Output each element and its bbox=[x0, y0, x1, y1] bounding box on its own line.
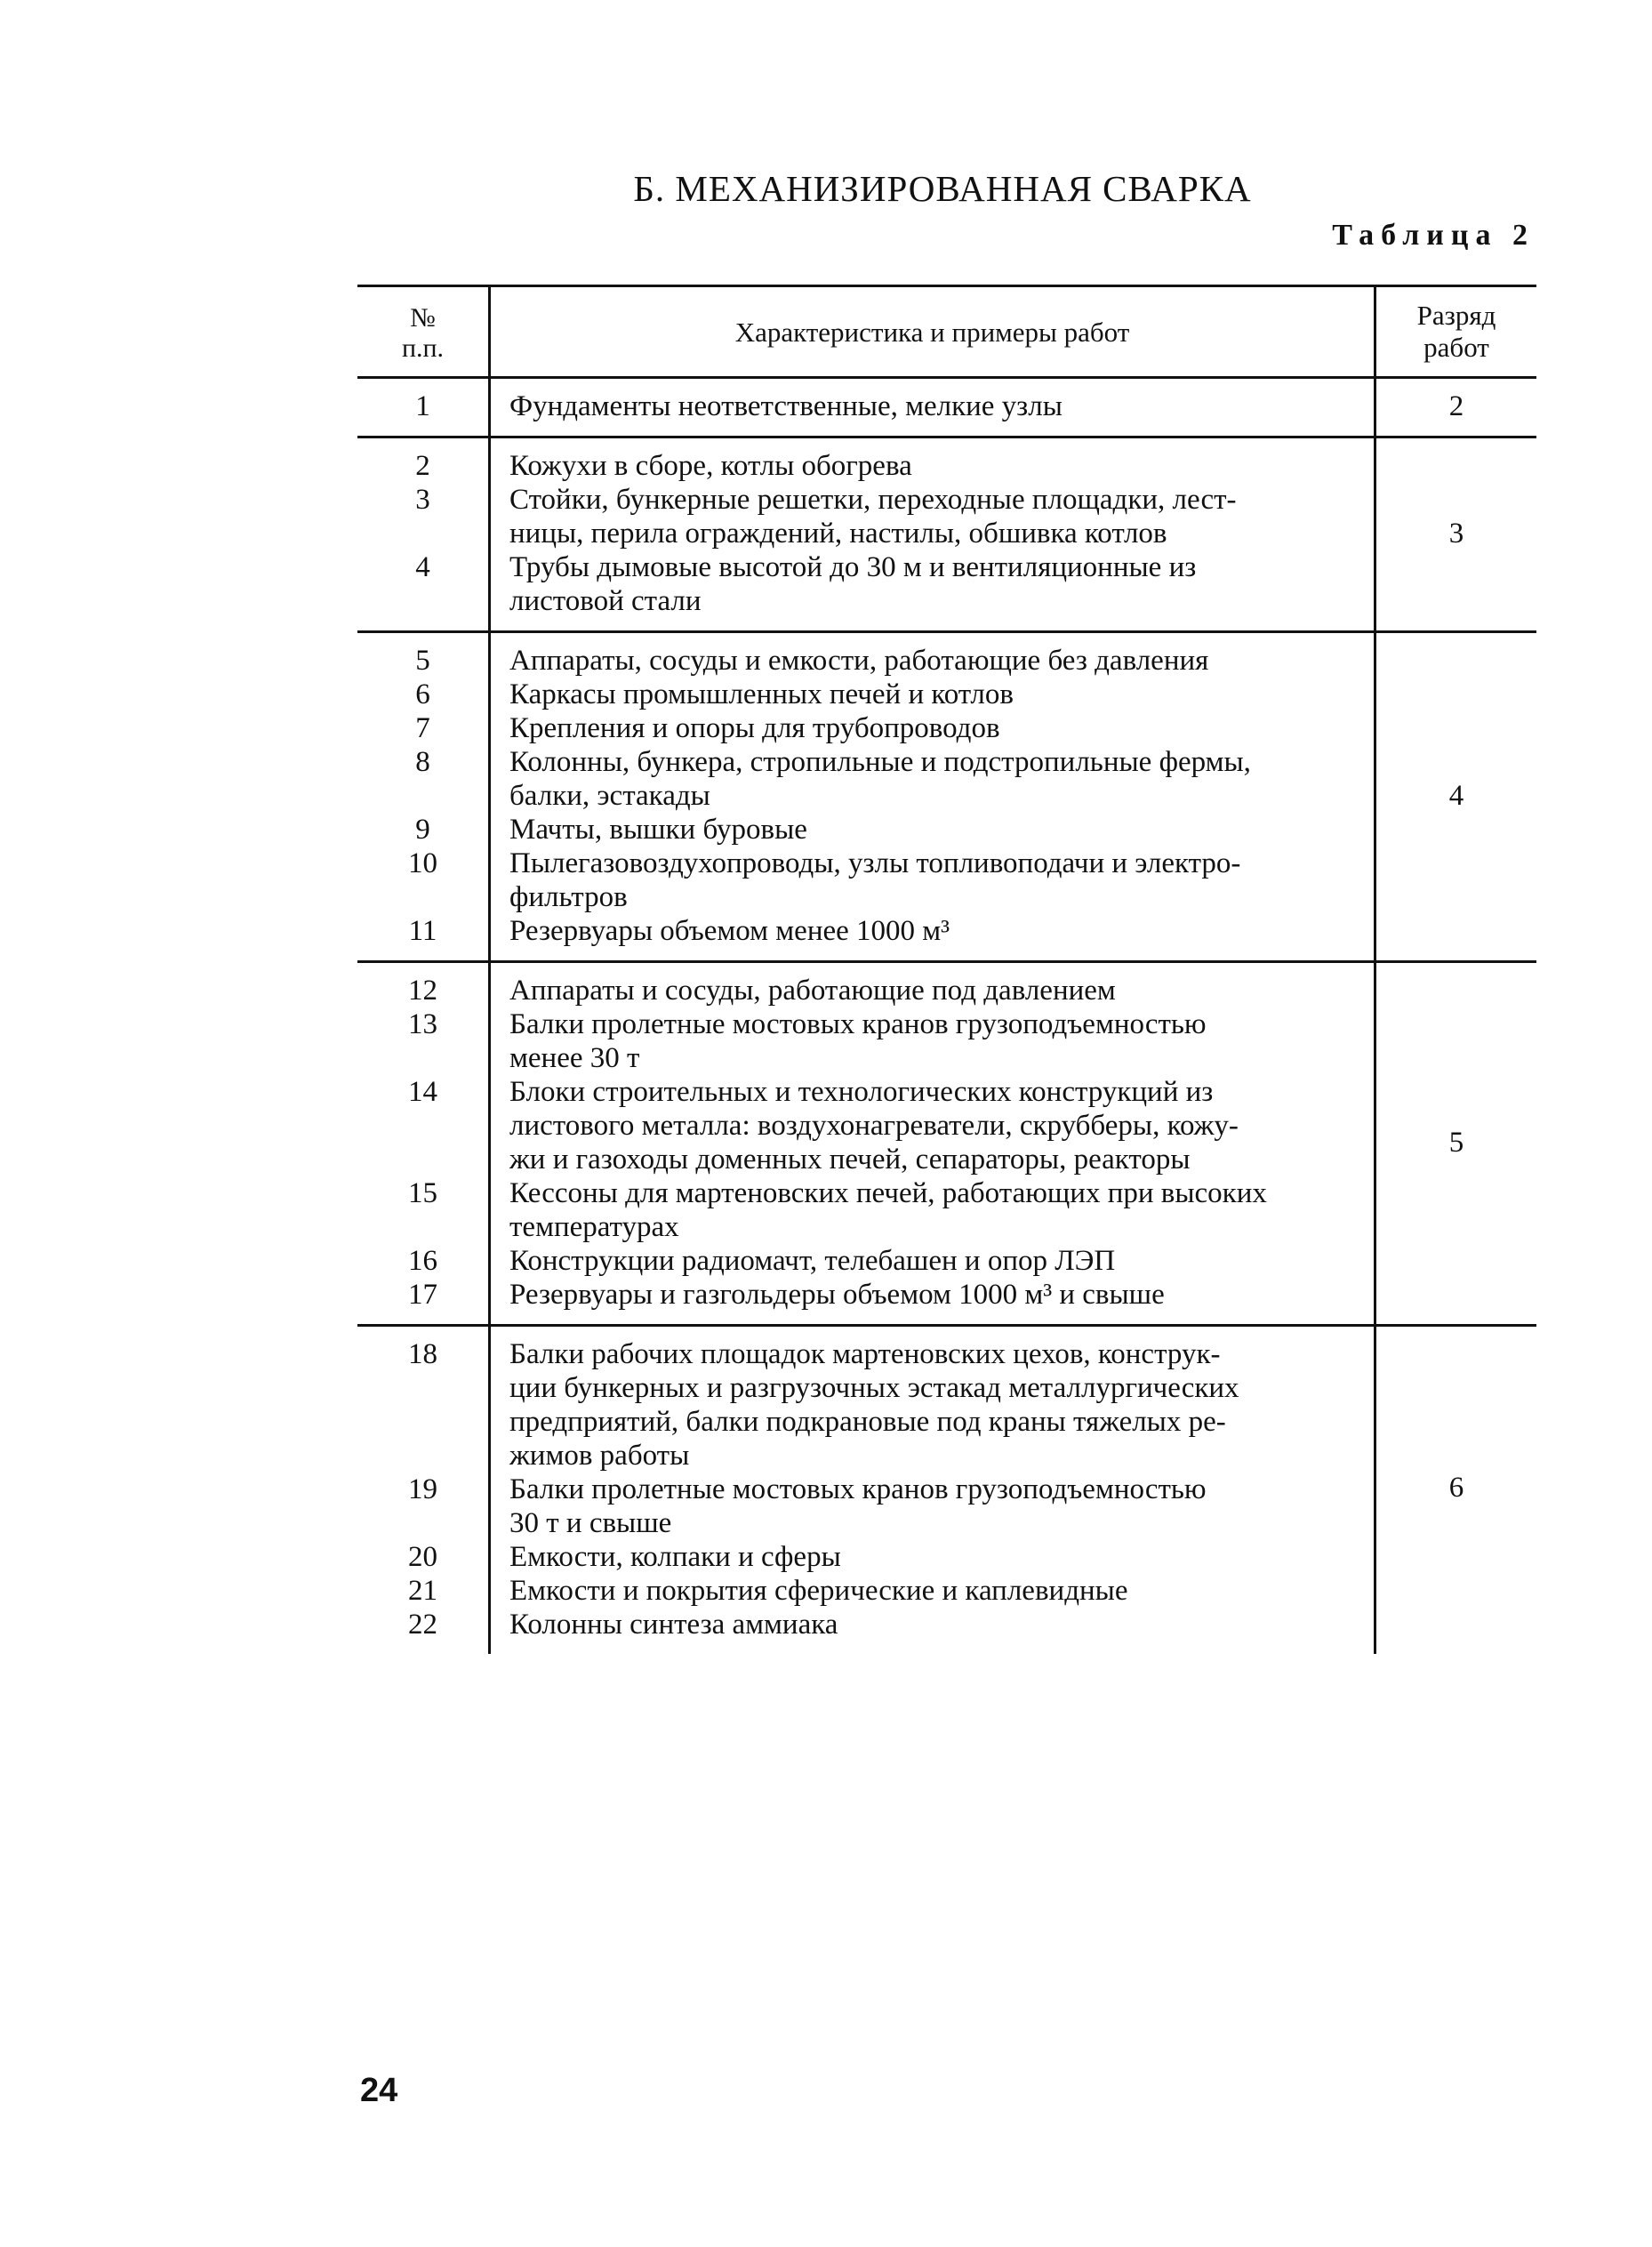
page-title: Б. МЕХАНИЗИРОВАННАЯ СВАРКА bbox=[633, 168, 1252, 209]
table-caption: Таблица 2 bbox=[1332, 219, 1535, 252]
row-description: Трубы дымовые высотой до 30 м и вентиляционные из листовой стали bbox=[509, 551, 1197, 617]
work-classification-table bbox=[357, 285, 1536, 1654]
row-number: 2 bbox=[415, 450, 430, 482]
table-row bbox=[357, 449, 1536, 483]
row-description: Резервуары объемом менее 1000 м³ bbox=[509, 915, 950, 947]
table-group bbox=[357, 1327, 1536, 1654]
row-description: Крепления и опоры для трубопроводов bbox=[509, 712, 1000, 744]
group-rank: 4 bbox=[1448, 780, 1464, 812]
group-rank: 3 bbox=[1448, 518, 1464, 550]
table-row bbox=[357, 550, 1536, 618]
row-description: Балки пролетные мостовых кранов грузоподъемностью 30 т и свыше bbox=[509, 1473, 1207, 1539]
row-number: 11 bbox=[408, 915, 437, 947]
table-group bbox=[357, 963, 1536, 1327]
table-row bbox=[357, 1608, 1536, 1641]
table-row bbox=[357, 1540, 1536, 1574]
page-number: 24 bbox=[360, 2072, 398, 2109]
row-number: 15 bbox=[408, 1177, 437, 1209]
row-description: Емкости и покрытия сферические и каплевидные bbox=[509, 1575, 1128, 1607]
row-number: 18 bbox=[408, 1338, 437, 1370]
table-group bbox=[357, 379, 1536, 438]
table-row bbox=[357, 745, 1536, 813]
row-description: Колонны синтеза аммиака bbox=[509, 1609, 838, 1641]
table-row bbox=[357, 1075, 1536, 1176]
group-rank: 2 bbox=[1448, 390, 1464, 422]
row-description: Фундаменты неответственные, мелкие узлы bbox=[509, 390, 1063, 422]
row-number: 6 bbox=[415, 678, 430, 710]
row-description: Аппараты, сосуды и емкости, работающие без давления bbox=[509, 645, 1209, 677]
table-group bbox=[357, 438, 1536, 633]
table-row bbox=[357, 678, 1536, 711]
row-number: 17 bbox=[408, 1279, 437, 1311]
row-number: 1 bbox=[415, 390, 430, 422]
table-row bbox=[357, 1176, 1536, 1244]
header-rank: Разряд работ bbox=[1416, 300, 1496, 363]
row-number: 20 bbox=[408, 1541, 437, 1573]
row-number: 4 bbox=[415, 551, 430, 583]
table-row bbox=[357, 1244, 1536, 1278]
table-row bbox=[357, 1278, 1536, 1312]
table-row bbox=[357, 974, 1536, 1007]
table-row bbox=[357, 847, 1536, 914]
row-description: Емкости, колпаки и сферы bbox=[509, 1541, 841, 1573]
table-row bbox=[357, 1007, 1536, 1075]
row-description: Колонны, бункера, стропильные и подстропильные фермы, балки, эстакады bbox=[509, 746, 1251, 812]
header-description: Характеристика и примеры работ bbox=[734, 317, 1130, 348]
table-row bbox=[357, 483, 1536, 550]
table-row bbox=[357, 1337, 1536, 1473]
row-description: Каркасы промышленных печей и котлов bbox=[509, 678, 1014, 710]
table-body bbox=[357, 379, 1536, 1654]
row-number: 19 bbox=[408, 1473, 437, 1505]
row-description: Пылегазовоздухопроводы, узлы топливоподачи и электро- фильтров bbox=[509, 847, 1241, 913]
group-rank: 5 bbox=[1448, 1127, 1464, 1159]
row-number: 7 bbox=[415, 712, 430, 744]
row-description: Аппараты и сосуды, работающие под давлением bbox=[509, 975, 1116, 1007]
table-row bbox=[357, 711, 1536, 745]
table-row bbox=[357, 644, 1536, 678]
row-number: 9 bbox=[415, 814, 430, 846]
group-rank: 6 bbox=[1448, 1472, 1464, 1504]
table-row bbox=[357, 1473, 1536, 1540]
row-number: 10 bbox=[408, 847, 437, 879]
row-description: Балки пролетные мостовых кранов грузоподъемностью менее 30 т bbox=[509, 1008, 1207, 1074]
header-number: № п.п. bbox=[401, 303, 445, 363]
table-row bbox=[357, 389, 1536, 423]
row-number: 3 bbox=[415, 484, 430, 516]
row-number: 13 bbox=[408, 1008, 437, 1040]
row-description: Конструкции радиомачт, телебашен и опор ЛЭП bbox=[509, 1245, 1116, 1277]
row-description: Кессоны для мартеновских печей, работающих при высоких температурах bbox=[509, 1177, 1267, 1243]
table-row bbox=[357, 914, 1536, 948]
table-group bbox=[357, 633, 1536, 963]
row-description: Мачты, вышки буровые bbox=[509, 814, 807, 846]
row-number: 21 bbox=[408, 1575, 437, 1607]
row-number: 14 bbox=[408, 1076, 437, 1108]
row-number: 22 bbox=[408, 1609, 437, 1641]
table-header bbox=[357, 285, 1536, 379]
table-row bbox=[357, 1574, 1536, 1608]
row-number: 5 bbox=[415, 645, 430, 677]
row-description: Стойки, бункерные решетки, переходные площадки, лест- ницы, перила ограждений, настилы, обшивка котлов bbox=[509, 484, 1237, 550]
row-description: Кожухи в сборе, котлы обогрева bbox=[509, 450, 912, 482]
row-description: Балки рабочих площадок мартеновских цехов, конструк- ции бункерных и разгрузочных эстакад металлургических предприятий, балки подкрановые под краны тяжелых ре- жимов работы bbox=[509, 1338, 1239, 1472]
row-number: 12 bbox=[408, 975, 437, 1007]
table-row bbox=[357, 813, 1536, 847]
row-number: 16 bbox=[408, 1245, 437, 1277]
row-description: Блоки строительных и технологических конструкций из листового металла: воздухонагреватели, скрубберы, кожу- жи и газоходы доменных печей, сепараторы, реакторы bbox=[509, 1076, 1239, 1176]
row-number: 8 bbox=[415, 746, 430, 778]
row-description: Резервуары и газгольдеры объемом 1000 м³ и свыше bbox=[509, 1279, 1165, 1311]
